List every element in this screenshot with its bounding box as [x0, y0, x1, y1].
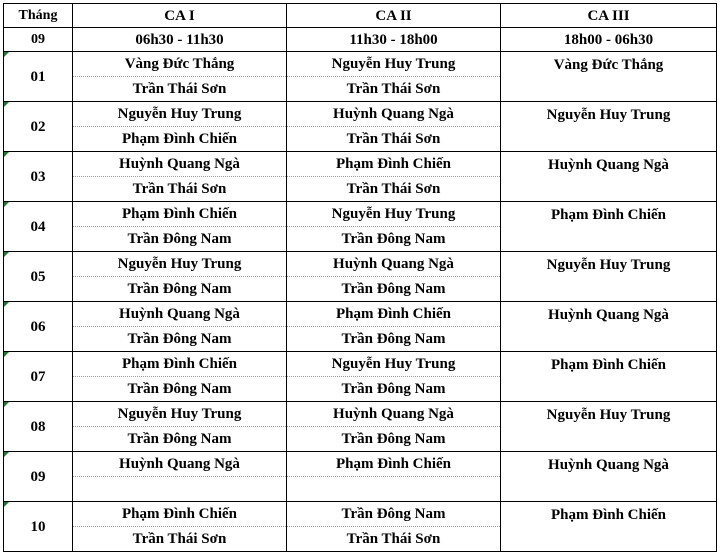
day-cell	[4, 452, 73, 502]
ca2-staff-primary: Huỳnh Quang Ngà	[287, 102, 501, 127]
ca1-staff-secondary: Trần Thái Sơn	[73, 527, 287, 552]
ca1-staff-primary: Nguyễn Huy Trung	[73, 402, 287, 427]
ca2-staff-secondary: Trần Thái Sơn	[287, 177, 501, 202]
ca1-staff-primary: Huỳnh Quang Ngà	[73, 452, 287, 477]
table-row	[4, 252, 717, 277]
header-row-1	[4, 4, 717, 28]
ca2-staff-secondary: Trần Thái Sơn	[287, 127, 501, 152]
shift-schedule-table	[3, 3, 717, 552]
table-row	[4, 52, 717, 77]
ca2-staff-secondary: Trần Đông Nam	[287, 227, 501, 252]
ca3-staff: Phạm Đình Chiến	[501, 502, 717, 552]
ca2-staff-secondary: Trần Thái Sơn	[287, 527, 501, 552]
ca1-staff-secondary	[73, 477, 287, 502]
ca2-staff-secondary: Trần Đông Nam	[287, 277, 501, 302]
ca3-staff: Nguyễn Huy Trung	[501, 402, 717, 452]
ca1-staff-secondary: Trần Đông Nam	[73, 327, 287, 352]
ca1-staff-primary: Nguyễn Huy Trung	[73, 102, 287, 127]
ca2-staff-secondary: Trần Thái Sơn	[287, 77, 501, 102]
day-number: 05	[30, 268, 46, 285]
day-cell	[4, 252, 73, 302]
ca1-staff-secondary: Trần Thái Sơn	[73, 77, 287, 102]
ca2-staff-primary: Huỳnh Quang Ngà	[287, 402, 501, 427]
day-number: 09	[30, 468, 46, 485]
cell-marker-icon	[4, 352, 9, 357]
day-number: 03	[30, 168, 46, 185]
cell-marker-icon	[4, 102, 9, 107]
ca3-staff: Phạm Đình Chiến	[501, 352, 717, 402]
ca2-staff-primary: Phạm Đình Chiến	[287, 452, 501, 477]
day-cell	[4, 152, 73, 202]
cell-marker-icon	[4, 452, 9, 457]
table-row	[4, 102, 717, 127]
shift-3-name: CA III	[501, 4, 717, 28]
day-number: 04	[30, 218, 46, 235]
ca1-staff-secondary: Trần Đông Nam	[73, 227, 287, 252]
cell-marker-icon	[4, 152, 9, 157]
month-label: Tháng	[4, 4, 73, 28]
ca1-staff-secondary: Trần Thái Sơn	[73, 177, 287, 202]
ca1-staff-primary: Phạm Đình Chiến	[73, 502, 287, 527]
day-cell	[4, 202, 73, 252]
day-number: 01	[30, 68, 46, 85]
ca3-staff: Huỳnh Quang Ngà	[501, 452, 717, 502]
ca1-staff-primary: Vàng Đức Thắng	[73, 52, 287, 77]
ca1-staff-primary: Huỳnh Quang Ngà	[73, 152, 287, 177]
ca3-staff: Huỳnh Quang Ngà	[501, 302, 717, 352]
day-number: 08	[30, 418, 46, 435]
ca1-staff-secondary: Trần Đông Nam	[73, 277, 287, 302]
shift-1-name: CA I	[73, 4, 287, 28]
ca2-staff-secondary: Trần Đông Nam	[287, 327, 501, 352]
ca1-staff-primary: Phạm Đình Chiến	[73, 352, 287, 377]
table-row	[4, 452, 717, 477]
ca2-staff-primary: Phạm Đình Chiến	[287, 152, 501, 177]
ca1-staff-secondary: Phạm Đình Chiến	[73, 127, 287, 152]
ca1-staff-primary: Nguyễn Huy Trung	[73, 252, 287, 277]
table-row	[4, 202, 717, 227]
day-number: 02	[30, 118, 46, 135]
shift-3-time: 18h00 - 06h30	[501, 28, 717, 52]
ca1-staff-primary: Huỳnh Quang Ngà	[73, 302, 287, 327]
day-cell	[4, 352, 73, 402]
day-number: 07	[30, 368, 46, 385]
ca2-staff-secondary: Trần Đông Nam	[287, 377, 501, 402]
cell-marker-icon	[4, 252, 9, 257]
ca1-staff-secondary: Trần Đông Nam	[73, 377, 287, 402]
day-number: 10	[30, 518, 46, 535]
day-number: 06	[30, 318, 46, 335]
cell-marker-icon	[4, 302, 9, 307]
ca3-staff: Nguyễn Huy Trung	[501, 252, 717, 302]
ca2-staff-primary: Trần Đông Nam	[287, 502, 501, 527]
ca3-staff: Nguyễn Huy Trung	[501, 102, 717, 152]
cell-marker-icon	[4, 502, 9, 507]
ca3-staff: Huỳnh Quang Ngà	[501, 152, 717, 202]
shift-2-time: 11h30 - 18h00	[287, 28, 501, 52]
cell-marker-icon	[4, 52, 9, 57]
ca3-staff: Vàng Đức Thắng	[501, 52, 717, 102]
table-row	[4, 152, 717, 177]
day-cell	[4, 52, 73, 102]
shift-2-name: CA II	[287, 4, 501, 28]
cell-marker-icon	[4, 402, 9, 407]
ca1-staff-primary: Phạm Đình Chiến	[73, 202, 287, 227]
month-value: 09	[4, 28, 73, 52]
day-cell	[4, 102, 73, 152]
table-row	[4, 402, 717, 427]
cell-marker-icon	[4, 202, 9, 207]
header-row-2	[4, 28, 717, 52]
day-cell	[4, 502, 73, 552]
table-row	[4, 352, 717, 377]
ca2-staff-primary: Phạm Đình Chiến	[287, 302, 501, 327]
table-row	[4, 302, 717, 327]
ca2-staff-secondary	[287, 477, 501, 502]
ca2-staff-primary: Huỳnh Quang Ngà	[287, 252, 501, 277]
day-cell	[4, 402, 73, 452]
ca2-staff-secondary: Trần Đông Nam	[287, 427, 501, 452]
ca2-staff-primary: Nguyễn Huy Trung	[287, 202, 501, 227]
ca2-staff-primary: Nguyễn Huy Trung	[287, 352, 501, 377]
day-cell	[4, 302, 73, 352]
ca1-staff-secondary: Trần Đông Nam	[73, 427, 287, 452]
ca2-staff-primary: Nguyễn Huy Trung	[287, 52, 501, 77]
shift-1-time: 06h30 - 11h30	[73, 28, 287, 52]
ca3-staff: Phạm Đình Chiến	[501, 202, 717, 252]
table-row	[4, 502, 717, 527]
